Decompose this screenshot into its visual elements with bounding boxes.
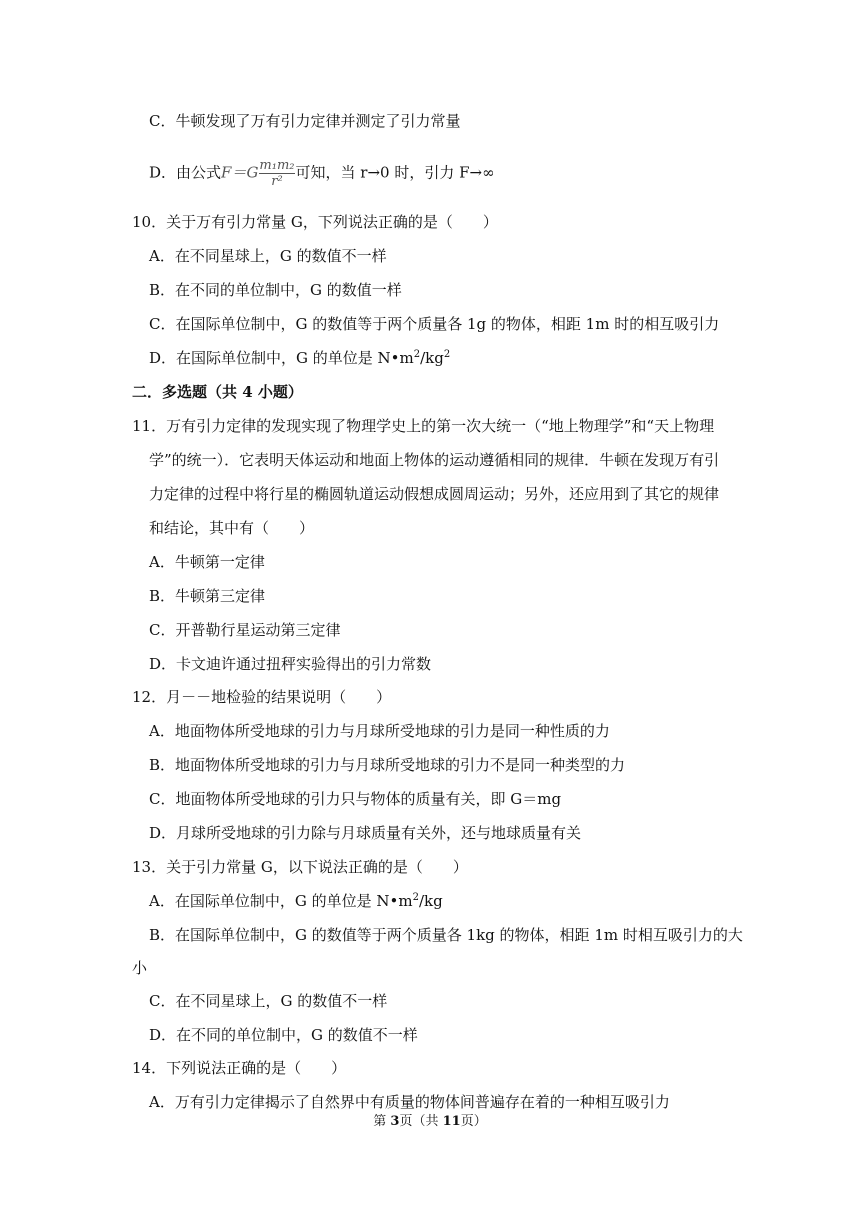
q11-option-c: C．开普勒行星运动第三定律 xyxy=(149,621,341,639)
q13-option-a-prefix: A．在国际单位制中，G 的单位是 N•m xyxy=(149,892,413,910)
formula-numerator: m₁m₂ xyxy=(259,158,295,173)
footer-suffix: 页） xyxy=(460,1114,487,1129)
superscript: 2 xyxy=(412,892,419,903)
formula-denominator: r² xyxy=(259,173,294,189)
page-footer xyxy=(0,1112,860,1132)
footer-page-number: 3 xyxy=(390,1114,400,1129)
section-heading: 二．多选题（共 4 小题） xyxy=(132,383,303,401)
footer-mid: 页（共 xyxy=(399,1114,443,1129)
formula-lhs: F＝G xyxy=(221,163,259,182)
q11-stem-line3: 力定律的过程中将行星的椭圆轨道运动假想成圆周运动；另外，还应用到了其它的规律 xyxy=(149,485,720,503)
q12-option-c: C．地面物体所受地球的引力只与物体的质量有关，即 G＝mg xyxy=(149,790,562,808)
q9-option-c: C．牛顿发现了万有引力定律并测定了引力常量 xyxy=(149,112,461,130)
formula-fraction xyxy=(259,158,294,189)
q11-stem-line4: 和结论，其中有（ ） xyxy=(149,519,315,537)
superscript: 2 xyxy=(413,349,421,360)
q14-option-a: A．万有引力定律揭示了自然界中有质量的物体间普遍存在着的一种相互吸引力 xyxy=(149,1093,670,1111)
q9-option-d-prefix: D．由公式 xyxy=(149,163,222,182)
footer-total-pages: 11 xyxy=(442,1114,461,1129)
q10-option-b: B．在不同的单位制中，G 的数值一样 xyxy=(149,281,402,299)
q10-option-d-mid: /kg xyxy=(420,349,444,367)
q9-option-d xyxy=(149,158,495,189)
q9-option-d-suffix: 可知，当 r→0 时，引力 F→∞ xyxy=(295,163,495,182)
q10-option-d xyxy=(149,348,450,368)
footer-prefix: 第 xyxy=(373,1114,391,1129)
q10-option-c: C．在国际单位制中，G 的数值等于两个质量各 1g 的物体，相距 1m 时的相互吸引力 xyxy=(149,315,720,333)
q11-stem-line2: 学”的统一）．它表明天体运动和地面上物体的运动遵循相同的规律．牛顿在发现万有引 xyxy=(149,451,720,469)
q13-option-a xyxy=(149,891,443,911)
q13-option-a-suffix: /kg xyxy=(418,892,443,910)
q10-option-a: A．在不同星球上，G 的数值不一样 xyxy=(149,247,387,265)
q12-stem: 12．月－－地检验的结果说明（ ） xyxy=(132,688,392,706)
q13-option-c: C．在不同星球上，G 的数值不一样 xyxy=(149,992,388,1010)
q12-option-d: D．月球所受地球的引力除与月球质量有关外，还与地球质量有关 xyxy=(149,824,582,842)
superscript: 2 xyxy=(443,349,451,360)
q11-option-b: B．牛顿第三定律 xyxy=(149,587,266,605)
q12-option-a: A．地面物体所受地球的引力与月球所受地球的引力是同一种性质的力 xyxy=(149,722,610,740)
q11-stem-line1: 11．万有引力定律的发现实现了物理学史上的第一次大统一（“地上物理学”和“天上物理 xyxy=(132,417,715,435)
q13-option-d: D．在不同的单位制中，G 的数值不一样 xyxy=(149,1026,418,1044)
q13-option-b-line1: B．在国际单位制中，G 的数值等于两个质量各 1kg 的物体，相距 1m 时相互吸引力的大 xyxy=(149,926,743,944)
q13-stem: 13．关于引力常量 G，以下说法正确的是（ ） xyxy=(132,858,468,876)
q14-stem: 14．下列说法正确的是（ ） xyxy=(132,1059,347,1077)
q11-option-d: D．卡文迪许通过扭秤实验得出的引力常数 xyxy=(149,655,432,673)
q10-option-d-prefix: D．在国际单位制中，G 的单位是 N•m xyxy=(149,349,414,367)
q12-option-b: B．地面物体所受地球的引力与月球所受地球的引力不是同一种类型的力 xyxy=(149,756,626,774)
q11-option-a: A．牛顿第一定律 xyxy=(149,553,265,571)
q10-stem: 10．关于万有引力常量 G，下列说法正确的是（ ） xyxy=(132,213,498,231)
q13-option-b-line2: 小 xyxy=(132,959,148,977)
